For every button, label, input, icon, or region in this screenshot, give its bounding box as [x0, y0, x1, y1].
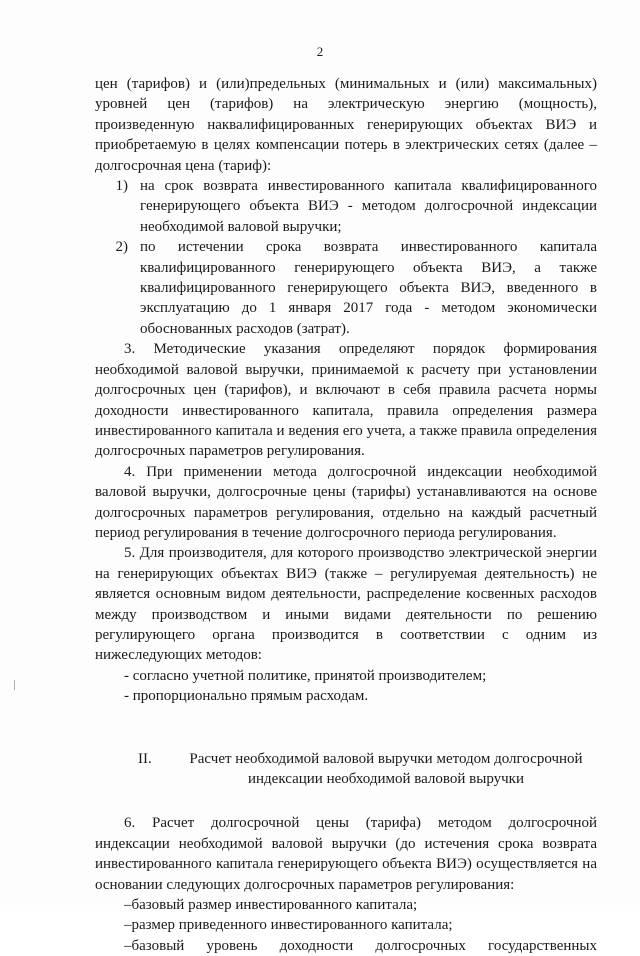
scan-margin-mark [14, 680, 15, 690]
paragraph-4: 4. При применении метода долгосрочной индексации необходимой валовой выручки, долгосрочные цены (тарифы) устанавливаются на основе долгосрочных параметров регулирования, отдельно на каждый расчетный период регулирования в течение долгосрочного периода регулирования. [95, 463, 597, 541]
document-body [95, 74, 597, 956]
paragraph-3: 3. Методические указания определяют порядок формирования необходимой валовой выручки, принимаемой к расчету при установлении долгосрочных цен (тарифов), и включают в себя правила расчета нормы доходности инвестированного капитала, правила определения размера инвестированного капитала и ведения его учета, а также правила определения долгосрочных параметров регулирования. [95, 341, 597, 460]
section-title-line-1: Расчет необходимой валовой выручки методом долгосрочной [189, 750, 583, 767]
section-title [175, 749, 597, 790]
parameter-item-2: –размер приведенного инвестированного капитала; [124, 917, 453, 934]
list-item-1 [95, 176, 597, 237]
list-number: 1) [115, 178, 128, 195]
method-item-1: - согласно учетной политике, принятой производителем; [124, 667, 487, 684]
method-item-2: - пропорционально прямым расходам. [124, 688, 369, 705]
paragraph-5: 5. Для производителя, для которого производство электрической энергии на генерирующих объектах ВИЭ (также – регулируемая деятельность) не является основным видом деятельности, распределение косвенных расходов между производством и иными видами деятельности по решению регулирующего органа производится в соответствии с одним из нижеследующих методов: [95, 545, 597, 664]
parameter-item-3: –базовый уровень доходности долгосрочных государственных [124, 937, 597, 954]
section-heading [95, 749, 597, 790]
list-number: 2) [115, 239, 128, 256]
section-number: II. [138, 750, 152, 767]
paragraph-6: 6. Расчет долгосрочной цены (тарифа) методом долгосрочной индексации необходимой валовой выручки (до истечения срока возврата инвестированного капитала генерирующего объекта ВИЭ) осуществляется на основании следующих долгосрочных параметров регулирования: [95, 815, 597, 893]
parameter-item-1: –базовый размер инвестированного капитала; [124, 897, 418, 914]
list-text: на срок возврата инвестированного капитала квалифицированного генерирующего объекта ВИЭ - методом долгосрочной индексации необходимой валовой выручки; [140, 178, 597, 235]
section-title-line-2: индексации необходимой валовой выручки [248, 771, 524, 787]
list-text: по истечении срока возврата инвестированного капитала квалифицированного генерирующего объекта ВИЭ, а также квалифицированного генерирующего объекта ВИЭ, введенного в эксплуатацию до 1 января 2017 года - методом экономически обоснованных расходов (затрат). [140, 239, 597, 337]
intro-paragraph: цен (тарифов) и (или)предельных (минимальных и (или) максимальных) уровней цен (тарифов) на электрическую энергию (мощность), произведенную наквалифицированных генерирующих объектах ВИЭ и приобретаемую в целях компенсации потерь в электрических сетях (далее – долгосрочная цена (тариф): [95, 76, 597, 174]
page-number: 2 [316, 44, 324, 59]
list-item-2 [95, 237, 597, 339]
